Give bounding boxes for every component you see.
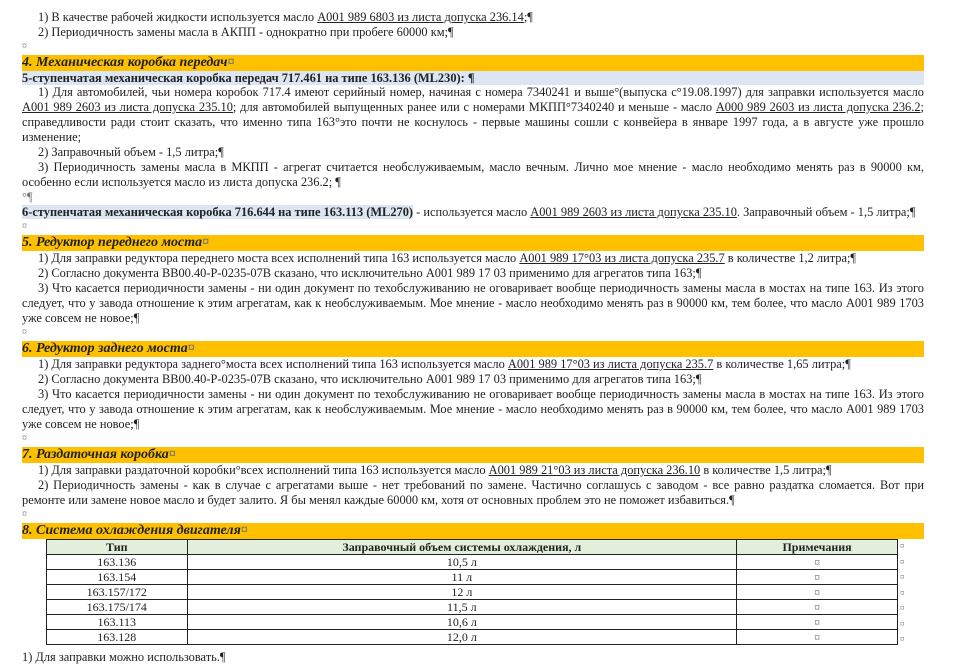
row-end-mark: ¤	[900, 603, 905, 613]
paragraph	[22, 205, 924, 220]
paragraph: 2) Согласно документа BB00.40-P-0235-07B сказано, что исключительно A001 989 17 03 применимо для агрегатов типа 163;¶	[38, 372, 702, 386]
cell-type: 163.157/172	[47, 585, 188, 600]
text: 1) Для заправки редуктора заднего°моста всех исполнений типа 163 используется масло	[38, 357, 508, 371]
table-row	[47, 570, 898, 585]
text: ; справедливости ради стоит сказать, что именно типа 163°это почти не коснулось - первые машины сошли с конвейера в январе 1997 года, а в августе уже прошло изменение;	[22, 100, 924, 144]
heading-text: 8. Система охлаждения двигателя	[22, 523, 241, 538]
column-header: Заправочный объем системы охлаждения, л	[187, 540, 737, 555]
paragraph	[22, 463, 924, 478]
heading-text: 5. Редуктор переднего моста	[22, 235, 203, 250]
cell-mark: ¤	[22, 41, 27, 52]
text: . Заправочный объем - 1,5 литра;¶	[736, 205, 916, 219]
heading-section-5	[22, 235, 924, 251]
row-end-mark: ¤	[900, 587, 905, 598]
table-row	[47, 630, 898, 645]
paragraph: 2) Периодичность замены масла в АКПП - однократно при пробеге 60000 км;¶	[38, 25, 454, 39]
cell-volume: 11,5 л	[187, 600, 737, 615]
table-row	[47, 600, 898, 615]
cell-volume: 12,0 л	[187, 630, 737, 645]
cell-notes: ¤	[737, 570, 898, 585]
heading-section-6	[22, 341, 924, 357]
paragraph	[22, 251, 924, 266]
cell-type: 163.113	[47, 615, 188, 630]
cell-notes: ¤	[737, 600, 898, 615]
coolant-table	[46, 539, 898, 645]
table-row	[47, 585, 898, 600]
paragraph	[22, 10, 924, 25]
oil-spec: A001 989 17°03 из листа допуска 235.7	[519, 251, 725, 265]
cell-type: 163.154	[47, 570, 188, 585]
paragraph: 2) Заправочный объем - 1,5 литра;¶	[38, 145, 224, 159]
text: в количестве 1,2 литра;¶	[724, 251, 857, 265]
heading-text: 6. Редуктор заднего моста	[22, 341, 188, 356]
paragraph: 3) Что касается периодичности замены - ни один документ по техобслуживанию не оговаривает вообще периодичность замены масла в мостах на типе 163. Из этого следует, что у завода отношение к этим агрегатам, как к необслуживаемым. Мое мнение - масло необходимо менять раз в 90000 км, тем более, что масло A001 989 1703 уже совсем не новое;¶	[22, 387, 924, 431]
paragraph	[22, 357, 924, 372]
heading-text: 4. Механическая коробка передач	[22, 55, 228, 70]
row-end-mark: ¤	[900, 634, 905, 644]
heading-section-7	[22, 447, 924, 463]
subheading-6-speed: 6-ступенчатая механическая коробка 716.644 на типе 163.113 (ML270)	[22, 205, 414, 219]
column-header: Примечания	[737, 540, 898, 555]
cell-mark: ¤	[22, 221, 27, 232]
row-end-mark: ¤	[900, 572, 905, 582]
cell-notes: ¤	[737, 555, 898, 570]
coolant-table-wrapper	[22, 539, 924, 648]
oil-spec: A001 989 21°03 из листа допуска 236.10	[488, 463, 701, 477]
cell-mark: ¤	[202, 235, 210, 250]
cell-notes: ¤	[737, 615, 898, 630]
oil-spec: A000 989 2603 из листа допуска 236.2	[715, 100, 921, 114]
table-row	[47, 615, 898, 630]
text: в количестве 1,5 литра;¶	[700, 463, 832, 477]
oil-spec: A001 989 2603 из листа допуска 235.10	[530, 205, 737, 219]
cell-mark: ¤	[187, 341, 195, 356]
cell-mark: ¤	[227, 55, 235, 70]
heading-section-4	[22, 55, 924, 71]
paragraph-mark: °¶	[22, 190, 33, 204]
text: ;¶	[523, 10, 533, 24]
cell-mark: ¤	[22, 327, 27, 338]
table-row	[47, 555, 898, 570]
text: - используется масло	[413, 205, 531, 219]
heading-section-8	[22, 523, 924, 539]
cell-mark: ¤	[168, 447, 176, 462]
cell-type: 163.175/174	[47, 600, 188, 615]
oil-spec: A001 989 2603 из листа допуска 235.10	[22, 100, 233, 114]
text: ; для автомобилей выпущенных ранее или с номерами МКПП°7340240 и меньше - масло	[232, 100, 716, 114]
cell-mark: ¤	[240, 523, 248, 538]
text: 1) Для заправки редуктора переднего моста всех исполнений типа 163 используется масло	[38, 251, 520, 265]
cell-type: 163.128	[47, 630, 188, 645]
row-end-mark: ¤	[900, 618, 905, 629]
text: 1) Для автомобилей, чьи номера коробок 717.4 имеют серийный номер, начиная с номера 7340241 и выше°(выпуска с°19.08.1997) для заправки используется масло	[38, 85, 924, 99]
cell-mark: ¤	[22, 509, 27, 520]
cell-notes: ¤	[737, 585, 898, 600]
text: 1) В качестве рабочей жидкости используется масло	[38, 10, 318, 24]
oil-spec: A001 989 17°03 из листа допуска 235.7	[507, 357, 714, 371]
text: в количестве 1,65 литра;¶	[713, 357, 851, 371]
row-end-mark: ¤	[900, 556, 905, 567]
cell-volume: 10,5 л	[187, 555, 737, 570]
cell-mark: ¤	[22, 433, 27, 444]
cell-volume: 10,6 л	[187, 615, 737, 630]
paragraph: 2) Периодичность замены - как в случае с агрегатами выше - нет требований по замене. Частично соглашусь с заводом - все равно раздатка сломается. Вот при ремонте или замене новое масло и будет залито. Я бы менял каждые 60000 км, хотя от основных проблем это не поможет избавиться.¶	[22, 478, 924, 507]
paragraph	[22, 85, 924, 145]
row-end-mark: ¤	[900, 541, 905, 551]
column-header: Тип	[47, 540, 188, 555]
text: 1) Для заправки раздаточной коробки°всех исполнений типа 163 используется масло	[38, 463, 489, 477]
paragraph: 1) Для заправки можно использовать.¶	[22, 649, 226, 664]
paragraph: 3) Периодичность замены масла в МКПП - агрегат считается необслуживаемым, масло вечным. Лично мое мнение - масло необходимо менять раз в 90000 км, особенно если используется масло из листа допуска 236.2; ¶	[22, 160, 924, 189]
heading-text: 7. Раздаточная коробка	[22, 447, 169, 462]
paragraph: 2) Согласно документа BB00.40-P-0235-07B сказано, что исключительно A001 989 17 03 применимо для агрегатов типа 163;¶	[38, 266, 702, 280]
subheading-5-speed: 5-ступенчатая механическая коробка передач 717.461 на типе 163.136 (ML230): ¶	[22, 71, 924, 85]
cell-volume: 11 л	[187, 570, 737, 585]
paragraph: 3) Что касается периодичности замены - ни один документ по техобслуживанию не оговаривает вообще периодичность замены масла в мостах на типе 163. Из этого следует, что у завода отношение к этим агрегатам, как к необслуживаемым. Мое мнение - масло необходимо менять раз в 90000 км, тем более, что масло A001 989 1703 уже совсем не новое;¶	[22, 281, 924, 325]
cell-type: 163.136	[47, 555, 188, 570]
cell-notes: ¤	[737, 630, 898, 645]
row-end-marks	[898, 539, 905, 648]
oil-spec: A001 989 6803 из листа допуска 236.14	[317, 10, 524, 24]
cell-volume: 12 л	[187, 585, 737, 600]
table-header-row	[47, 540, 898, 555]
